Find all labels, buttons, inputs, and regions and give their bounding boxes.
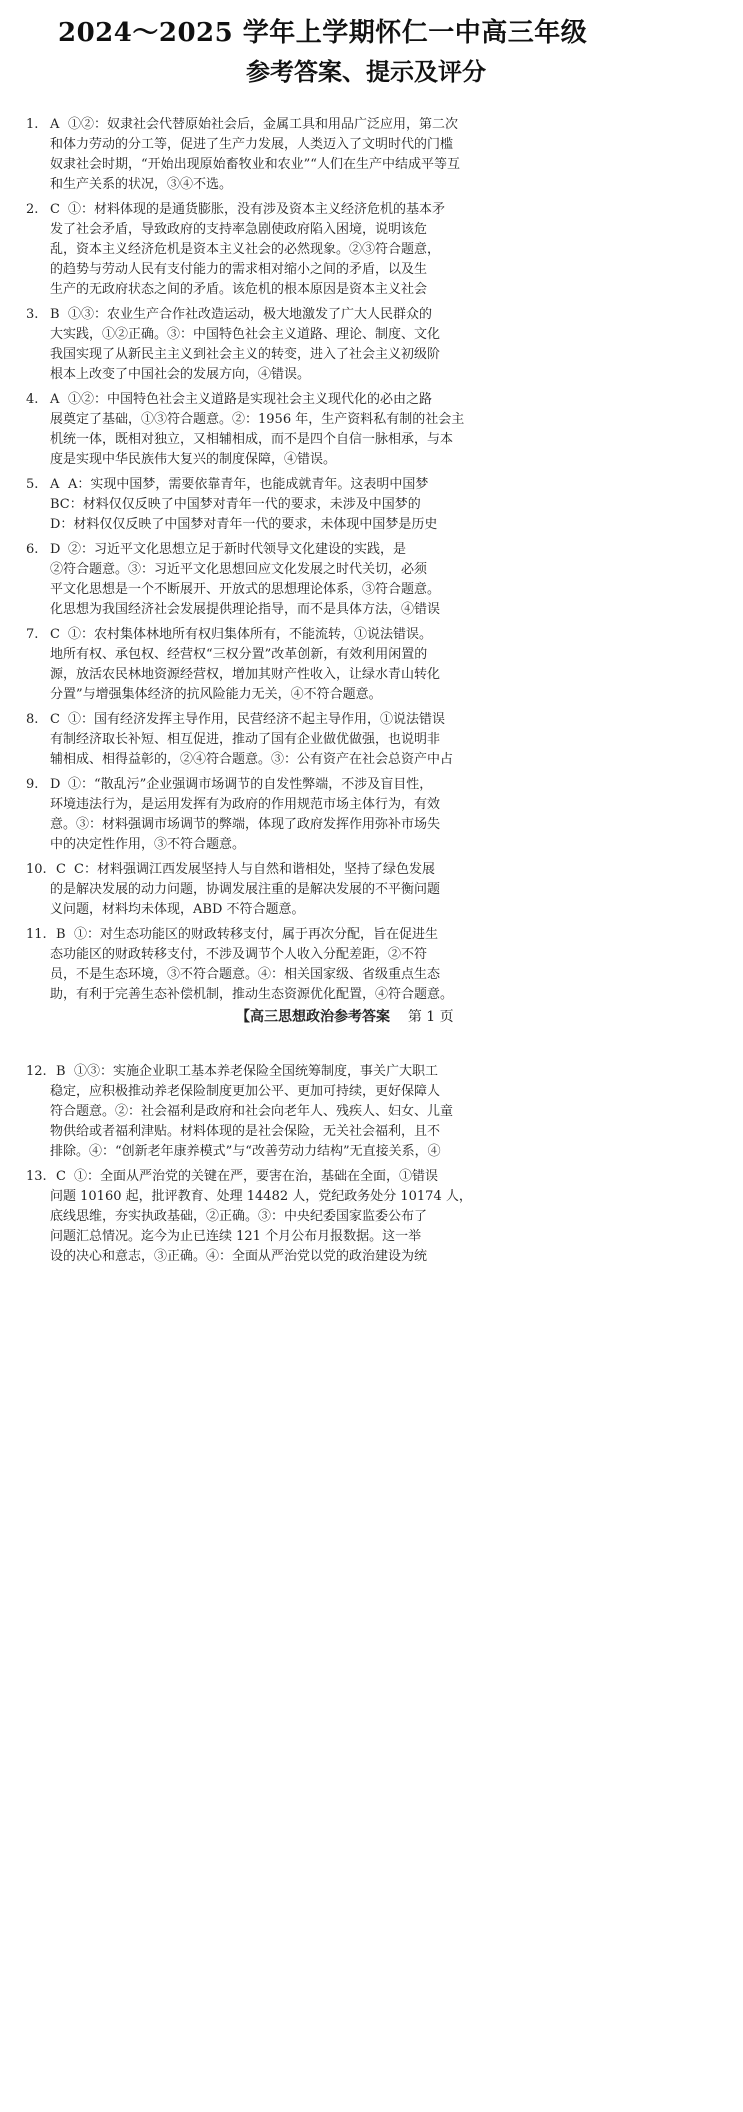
answer-letter: D (50, 542, 61, 557)
answer-letter: C (50, 712, 60, 727)
answer-item (26, 390, 465, 470)
answer-letter: C (50, 627, 60, 642)
explanation-text: 环境违法行为，是运用发挥有为政府的作用规范市场主体行为，有效 (50, 797, 441, 812)
explanation-text: C：材料强调江西发展坚持人与自然和谐相处，坚持了绿色发展 (74, 862, 435, 877)
footer-subject: 【高三思想政治参考答案 (236, 1009, 390, 1025)
explanation-text: 有制经济取长补短、相互促进，推动了国有企业做优做强，也说明非 (50, 732, 441, 747)
explanation-text: 的趋势与劳动人民有支付能力的需求相对缩小之间的矛盾，以及生 (50, 262, 428, 277)
explanation-text: 乱，资本主义经济危机是资本主义社会的必然现象。②③符合题意， (50, 242, 441, 257)
explanation-text: ①②：奴隶社会代替原始社会后，金属工具和用品广泛应用，第二次 (68, 117, 459, 132)
answer-item-first-line (26, 860, 450, 880)
question-number: 10. (26, 862, 47, 877)
explanation-text: ①：“散乱污”企业强调市场调节的自发性弊端，不涉及盲目性， (68, 777, 433, 792)
question-number: 13. (26, 1169, 47, 1184)
question-number: 5. (26, 477, 39, 492)
answer-letter: B (50, 307, 60, 322)
answer-item-first-line (26, 925, 450, 945)
explanation-text: 义问题，材料均未体现，ABD 不符合题意。 (50, 902, 305, 917)
explanation-text: 稳定，应积极推动养老保险制度更加公平、更加可持续，更好保障人 (50, 1084, 441, 1099)
explanation-text: 机统一体，既相对独立，又相辅相成，而不是四个自信一脉相承，与本 (50, 432, 454, 447)
explanation-text: 平文化思想是一个不断展开、开放式的思想理论体系，③符合题意。 (50, 582, 441, 597)
question-number: 8. (26, 712, 39, 727)
question-number: 4. (26, 392, 39, 407)
explanation-text: 物供给或者福利津贴。材料体现的是社会保险，无关社会福利，且不 (50, 1124, 441, 1139)
answer-item (26, 540, 450, 620)
answer-item (26, 710, 454, 770)
explanation-text: ①：全面从严治党的关键在严，要害在治，基础在全面，①错误 (74, 1169, 439, 1184)
explanation-text: 的是解决发展的动力问题，协调发展注重的是解决发展的不平衡问题 (50, 882, 441, 897)
answer-letter: C (56, 1169, 66, 1184)
answer-item-first-line (26, 540, 450, 560)
answer-item (26, 115, 460, 195)
page-footer (236, 1006, 454, 1028)
answer-list-page2 (26, 1062, 472, 1264)
explanation-text: 底线思维，夯实执政基础，②正确。③：中央纪委国家监委公布了 (50, 1209, 428, 1224)
explanation-text: 我国实现了从新民主主义到社会主义的转变，进入了社会主义初级阶 (50, 347, 441, 362)
question-number: 12. (26, 1064, 47, 1079)
answer-letter: C (50, 202, 60, 217)
answer-item-first-line (26, 200, 450, 220)
answer-letter: B (56, 927, 66, 942)
answer-letter: C (56, 862, 66, 877)
answer-item-first-line (26, 390, 450, 410)
answer-item (26, 200, 450, 300)
explanation-text: 意。③：材料强调市场调节的弊端，体现了政府发挥作用弥补市场失 (50, 817, 441, 832)
question-number: 6. (26, 542, 39, 557)
explanation-text: 源，放活农民林地资源经营权，增加其财产性收入，让绿水青山转化 (50, 667, 441, 682)
explanation-text: D：材料仅仅反映了中国梦对青年一代的要求，未体现中国梦是历史 (50, 517, 438, 532)
answer-letter: A (50, 477, 60, 492)
explanation-text: 分置”与增强集体经济的抗风险能力无关，④不符合题意。 (50, 687, 382, 702)
explanation-text: 展奠定了基础，①③符合题意。②：1956 年，生产资料私有制的社会主 (50, 412, 465, 427)
answer-item-first-line (26, 475, 450, 495)
explanation-text: 辅相成、相得益彰的，②④符合题意。③：公有资产在社会总资产中占 (50, 752, 454, 767)
question-number: 1. (26, 117, 39, 132)
answer-item (26, 305, 450, 385)
explanation-text: 态功能区的财政转移支付，不涉及调节个人收入分配差距，②不符 (50, 947, 428, 962)
answer-item-first-line (26, 775, 450, 795)
answer-letter: A (50, 392, 60, 407)
explanation-text: ①：对生态功能区的财政转移支付，属于再次分配，旨在促进生 (74, 927, 439, 942)
explanation-text: ②：习近平文化思想立足于新时代领导文化建设的实践，是 (68, 542, 407, 557)
question-number: 9. (26, 777, 39, 792)
explanation-text: 和体力劳动的分工等，促进了生产力发展，人类迈入了文明时代的门槛 (50, 137, 454, 152)
question-number: 3. (26, 307, 39, 322)
explanation-text: 发了社会矛盾，导致政府的支持率急剧使政府陷入困境，说明该危 (50, 222, 428, 237)
answer-letter: B (56, 1064, 66, 1079)
explanation-text: A：实现中国梦，需要依靠青年，也能成就青年。这表明中国梦 (68, 477, 429, 492)
explanation-text: 设的决心和意志，③正确。④：全面从严治党以党的政治建设为统 (50, 1249, 428, 1264)
answer-item (26, 925, 454, 1005)
explanation-text: 排除。④：“创新老年康养模式”与“改善劳动力结构”无直接关系，④ (50, 1144, 441, 1159)
explanation-text: ①③：实施企业职工基本养老保险全国统筹制度，事关广大职工 (74, 1064, 439, 1079)
answer-item-first-line (26, 115, 459, 135)
explanation-text: ①③：农业生产合作社改造运动，极大地激发了广大人民群众的 (68, 307, 433, 322)
explanation-text: 助，有利于完善生态补偿机制，推动生态资源优化配置，④符合题意。 (50, 987, 454, 1002)
answer-item (26, 860, 450, 920)
explanation-text: 中的决定性作用，③不符合题意。 (50, 837, 246, 852)
explanation-text: ①：国有经济发挥主导作用，民营经济不起主导作用，①说法错误 (68, 712, 446, 727)
answer-item (26, 1062, 454, 1162)
explanation-text: 问题汇总情况。迄今为止已连续 121 个月公布月报数据。这一举 (50, 1229, 422, 1244)
explanation-text: 化思想为我国经济社会发展提供理论指导，而不是具体方法，④错误 (50, 602, 441, 617)
answer-item-first-line (26, 1062, 450, 1082)
explanation-text: ①②：中国特色社会主义道路是实现社会主义现代化的必由之路 (68, 392, 433, 407)
explanation-text: ①：材料体现的是通货膨胀，没有涉及资本主义经济危机的基本矛 (68, 202, 446, 217)
answer-item (26, 625, 450, 705)
answer-letter: D (50, 777, 61, 792)
document-title-block (0, 10, 588, 86)
explanation-text: 和生产关系的状况，③④不选。 (50, 177, 233, 192)
explanation-text: 根本上改变了中国社会的发展方向，④错误。 (50, 367, 311, 382)
answer-list-page1 (26, 115, 465, 1002)
item-spacer (26, 1267, 450, 1272)
question-number: 11. (26, 927, 47, 942)
explanation-text: ②符合题意。③：习近平文化思想回应文化发展之时代关切，必须 (50, 562, 428, 577)
answer-item-first-line (26, 305, 450, 325)
explanation-text: 地所有权、承包权、经营权“三权分置”改革创新，有效利用闲置的 (50, 647, 428, 662)
explanation-text: 员，不是生态环境，③不符合题意。④：相关国家级、省级重点生态 (50, 967, 441, 982)
explanation-text: 奴隶社会时期，“开始出现原始畜牧业和农业”“人们在生产中结成平等互 (50, 157, 460, 172)
answer-item (26, 475, 450, 535)
question-number: 7. (26, 627, 39, 642)
explanation-text: BC：材料仅仅反映了中国梦对青年一代的要求，未涉及中国梦的 (50, 497, 421, 512)
explanation-text: 问题 10160 起，批评教育、处理 14482 人，党纪政务处分 10174 人， (50, 1189, 472, 1204)
document-subtitle: 参考答案、提示及评分 (246, 57, 486, 86)
question-number: 2. (26, 202, 39, 217)
explanation-text: 大实践，①②正确。③：中国特色社会主义道路、理论、制度、文化 (50, 327, 441, 342)
explanation-text: 度是实现中华民族伟大复兴的制度保障，④错误。 (50, 452, 337, 467)
answer-item (26, 1167, 472, 1267)
answer-item (26, 775, 450, 855)
explanation-text: 生产的无政府状态之间的矛盾。该危机的根本原因是资本主义社会 (50, 282, 428, 297)
footer-page-number: 第 1 页 (407, 1009, 454, 1025)
answer-item-first-line (26, 710, 450, 730)
explanation-text: ①：农村集体林地所有权归集体所有，不能流转，①说法错误。 (68, 627, 433, 642)
explanation-text: 符合题意。②：社会福利是政府和社会向老年人、残疾人、妇女、儿童 (50, 1104, 454, 1119)
answer-item-first-line (26, 625, 450, 645)
answer-letter: A (50, 117, 60, 132)
answer-item-first-line (26, 1167, 450, 1187)
document-title: 2024～2025 学年上学期怀仁一中高三年级 (58, 18, 588, 48)
